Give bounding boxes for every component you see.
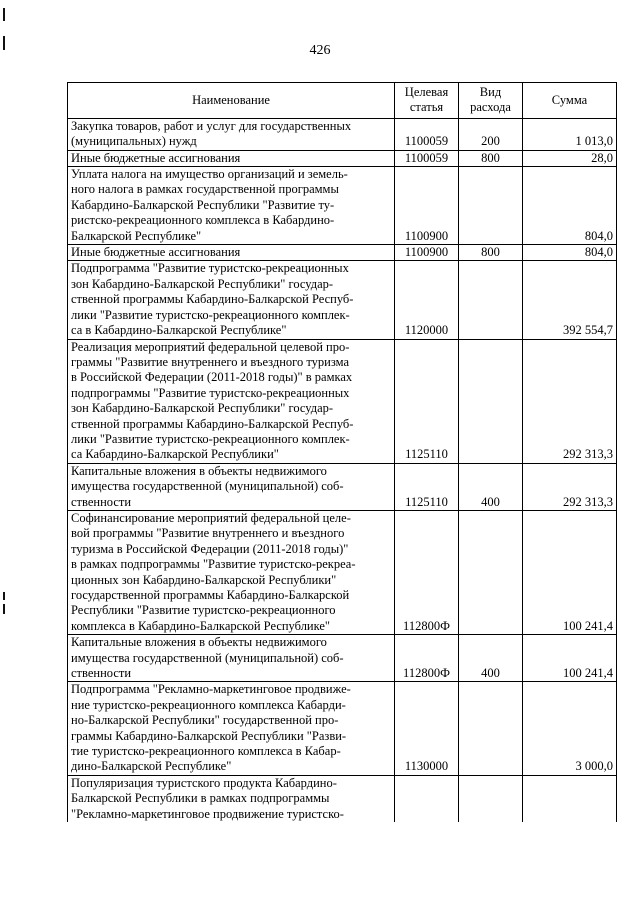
- name-line: туризма в Российской Федерации (2011-2018 годы)": [71, 541, 349, 556]
- table-row: [68, 118, 617, 150]
- header-line: статья: [409, 100, 444, 115]
- name-line: Капитальные вложения в объекты недвижимого: [71, 635, 327, 650]
- row-expense-type: [459, 510, 523, 634]
- row-name: [68, 463, 395, 510]
- table-row: [68, 339, 617, 463]
- name-line: лики "Развитие туристско-рекреационного комплек-: [71, 431, 350, 446]
- name-line: имущества государственной (муниципальной) соб-: [71, 650, 344, 665]
- name-line: граммы "Развитие внутреннего и въездного туризма: [71, 354, 349, 369]
- row-name: [68, 682, 395, 775]
- name-line: ственной программы Кабардино-Балкарской Респуб-: [71, 292, 354, 307]
- table-row: [68, 261, 617, 339]
- name-line: комплекса в Кабардино-Балкарской Республике": [71, 618, 331, 633]
- table-row: [68, 245, 617, 261]
- row-amount: 100 241,4: [523, 635, 617, 682]
- row-expense-type: [459, 775, 523, 822]
- row-expense-type: 800: [459, 245, 523, 261]
- name-line: но-Балкарской Республики" государственной про-: [71, 713, 339, 728]
- row-name: [68, 635, 395, 682]
- table-row: [68, 682, 617, 775]
- row-name: [68, 775, 395, 822]
- table-row: [68, 167, 617, 245]
- row-amount: 292 313,3: [523, 339, 617, 463]
- name-line: "Рекламно-маркетинговое продвижение туристско-: [71, 806, 344, 821]
- row-amount: 100 241,4: [523, 510, 617, 634]
- scan-edge-mark: [3, 8, 5, 21]
- row-target-article: 112800Ф: [395, 635, 459, 682]
- name-line: Балкарской Республики в рамках подпрограммы: [71, 791, 330, 806]
- name-line: граммы Кабардино-Балкарской Республики "Разви-: [71, 728, 347, 743]
- row-name: [68, 261, 395, 339]
- row-target-article: 1125110: [395, 463, 459, 510]
- name-line: ственности: [71, 666, 132, 681]
- row-target-article: 1100900: [395, 245, 459, 261]
- row-target-article: 1120000: [395, 261, 459, 339]
- row-amount: 1 013,0: [523, 118, 617, 150]
- name-line: Подпрограмма "Рекламно-маркетинговое продвиже-: [71, 682, 351, 697]
- name-line: в Российской Федерации (2011-2018 годы)" в рамках: [71, 370, 353, 385]
- name-line: вой программы "Развитие внутреннего и въездного: [71, 526, 345, 541]
- table-row: [68, 463, 617, 510]
- name-line: ного налога в рамках государственной программы: [71, 182, 339, 197]
- row-amount: [523, 775, 617, 822]
- row-target-article: 1130000: [395, 682, 459, 775]
- name-line: ристско-рекреационного комплекса в Кабардино-: [71, 213, 335, 228]
- name-line: ственности: [71, 494, 132, 509]
- name-line: тие туристско-рекреационного комплекса в Кабар-: [71, 744, 341, 759]
- name-line: ние туристско-рекреационного комплекса Кабарди-: [71, 697, 346, 712]
- table-header: [68, 83, 617, 119]
- row-expense-type: 800: [459, 150, 523, 166]
- header-amount: Сумма: [523, 83, 617, 119]
- row-name: [68, 245, 395, 261]
- row-name: [68, 339, 395, 463]
- row-target-article: [395, 775, 459, 822]
- name-line: ственной программы Кабардино-Балкарской Респуб-: [71, 416, 354, 431]
- row-target-article: 1125110: [395, 339, 459, 463]
- name-line: имущества государственной (муниципальной) соб-: [71, 479, 344, 494]
- name-line: ционных зон Кабардино-Балкарской Республики": [71, 572, 337, 587]
- name-line: зон Кабардино-Балкарской Республики" государ-: [71, 401, 334, 416]
- name-line: государственной программы Кабардино-Балкарской: [71, 588, 350, 602]
- name-line: Иные бюджетные ассигнования: [71, 245, 241, 260]
- row-target-article: 1100059: [395, 118, 459, 150]
- scan-edge-mark: [3, 604, 5, 614]
- name-line: лики "Развитие туристско-рекреационного комплек-: [71, 307, 350, 322]
- table-row: [68, 510, 617, 634]
- row-amount: 3 000,0: [523, 682, 617, 775]
- name-line: дино-Балкарской Республике": [71, 759, 232, 774]
- name-line: Балкарской Республике": [71, 228, 202, 243]
- name-line: Капитальные вложения в объекты недвижимого: [71, 463, 327, 478]
- name-line: Республики "Развитие туристско-рекреационного: [71, 603, 336, 618]
- name-line: са в Кабардино-Балкарской Республике": [71, 323, 287, 338]
- row-expense-type: 400: [459, 635, 523, 682]
- name-line: Популяризация туристского продукта Кабардино-: [71, 775, 337, 790]
- row-expense-type: [459, 167, 523, 245]
- row-expense-type: 400: [459, 463, 523, 510]
- table-row: [68, 775, 617, 822]
- name-line: са Кабардино-Балкарской Республики": [71, 447, 279, 462]
- name-line: (муниципальных) нужд: [71, 134, 197, 149]
- budget-table: [67, 82, 617, 822]
- row-target-article: 1100900: [395, 167, 459, 245]
- table-row: [68, 150, 617, 166]
- row-expense-type: 200: [459, 118, 523, 150]
- name-line: Софинансирование мероприятий федеральной целе-: [71, 510, 351, 525]
- header-line: расхода: [470, 100, 511, 115]
- name-line: в рамках подпрограммы "Развитие туристско-рекреа-: [71, 557, 356, 572]
- name-line: Уплата налога на имущество организаций и земель-: [71, 167, 348, 182]
- scan-edge-mark: [3, 592, 5, 600]
- name-line: подпрограммы "Развитие туристско-рекреационных: [71, 385, 350, 400]
- row-name: [68, 150, 395, 166]
- header-name: Наименование: [68, 83, 395, 119]
- name-line: зон Кабардино-Балкарской Республики" государ-: [71, 276, 334, 291]
- row-amount: 804,0: [523, 167, 617, 245]
- row-name: [68, 510, 395, 634]
- name-line: Иные бюджетные ассигнования: [71, 150, 241, 165]
- row-amount: 292 313,3: [523, 463, 617, 510]
- table-body: [68, 118, 617, 822]
- table-row: [68, 635, 617, 682]
- row-expense-type: [459, 261, 523, 339]
- row-expense-type: [459, 339, 523, 463]
- row-name: [68, 118, 395, 150]
- name-line: Реализация мероприятий федеральной целевой про-: [71, 339, 350, 354]
- name-line: Кабардино-Балкарской Республики "Развитие ту-: [71, 197, 335, 212]
- row-amount: 392 554,7: [523, 261, 617, 339]
- row-name: [68, 167, 395, 245]
- row-expense-type: [459, 682, 523, 775]
- header-target-article: [395, 83, 459, 119]
- row-target-article: 1100059: [395, 150, 459, 166]
- header-line: Вид: [479, 85, 502, 99]
- row-amount: 804,0: [523, 245, 617, 261]
- name-line: Закупка товаров, работ и услуг для государственных: [71, 118, 352, 133]
- header-line: Целевая: [404, 85, 449, 99]
- row-target-article: 112800Ф: [395, 510, 459, 634]
- page-number: 426: [309, 43, 331, 58]
- name-line: Подпрограмма "Развитие туристско-рекреационных: [71, 261, 349, 276]
- row-amount: 28,0: [523, 150, 617, 166]
- header-expense-type: [459, 83, 523, 119]
